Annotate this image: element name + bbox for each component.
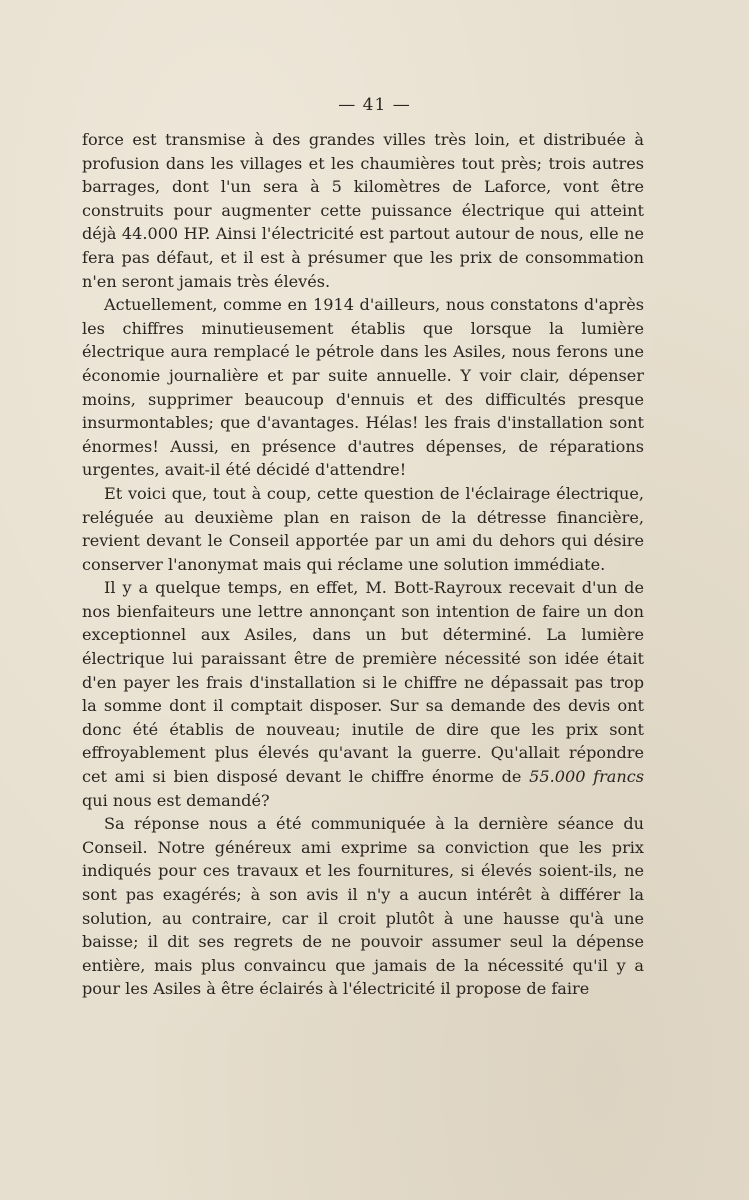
amount-emphasis: 55.000 francs: [529, 767, 644, 787]
paragraph-1: force est transmise à des grandes villes très loin, et distribuée à profusion dans les villages et les chaumières tout près; trois autres barrages, dont l'un sera à 5 kilomètres de Laforce, vont être construits pour augmenter cette puissance électrique qui atteint déjà 44.000 HP. Ainsi l'électricité est partout autour de nous, elle ne fera pas défaut, et il est à présumer que les prix de consommation n'en seront jamais très élevés.: [82, 130, 644, 291]
body-text: [82, 128, 644, 1001]
paragraph-5: Sa réponse nous a été communiquée à la dernière séance du Conseil. Notre généreux ami exprime sa conviction que les prix indiqués pour ces travaux et les fournitures, si élevés soient-ils, ne sont pas exagérés; à son avis il n'y a aucun intérêt à différer la solution, au contraire, car il croit plutôt à une hausse qu'à une baisse; il dit ses regrets de ne pouvoir assumer seul la dépense entière, mais plus convaincu que jamais de la nécessité qu'il y a pour les Asiles à être éclairés à l'électricité il propose de faire: [82, 814, 644, 999]
paragraph-4: [82, 576, 644, 812]
paragraph-4-text: Il y a quelque temps, en effet, M. Bott-Rayroux recevait d'un de nos bienfaiteurs une lettre annonçant son intention de faire un don exceptionnel aux Asiles, dans un but déterminé. La lumière électrique lui paraissant être de première nécessité son idée était d'en payer les frais d'installation si le chiffre ne dépassait pas trop la somme dont il comptait disposer. Sur sa demande des devis ont donc été établis de nouveau; inutile de dire que les prix sont effroyablement plus élevés qu'avant la guerre. Qu'allait répondre cet ami si bien disposé devant le chiffre énorme de: [82, 578, 644, 787]
paragraph-2: Actuellement, comme en 1914 d'ailleurs, nous constatons d'après les chiffres minutieusement établis que lorsque la lumière électrique aura remplacé le pétrole dans les Asiles, nous ferons une économie journalière et par suite annuelle. Y voir clair, dépenser moins, supprimer beaucoup d'ennuis et des difficultés presque insurmontables; que d'avantages. Hélas! les frais d'installation sont énormes! Aussi, en présence d'autres dépenses, de réparations urgentes, avait-il été décidé d'attendre!: [82, 295, 644, 480]
paragraph-4-tail: qui nous est demandé?: [82, 790, 270, 810]
page-number: — 41 —: [338, 95, 411, 115]
paragraph-3: Et voici que, tout à coup, cette question de l'éclairage électrique, reléguée au deuxième plan en raison de la détresse financière, revient devant le Conseil apportée par un ami du dehors qui désire conserver l'anonymat mais qui réclame une solution immédiate.: [82, 483, 644, 574]
